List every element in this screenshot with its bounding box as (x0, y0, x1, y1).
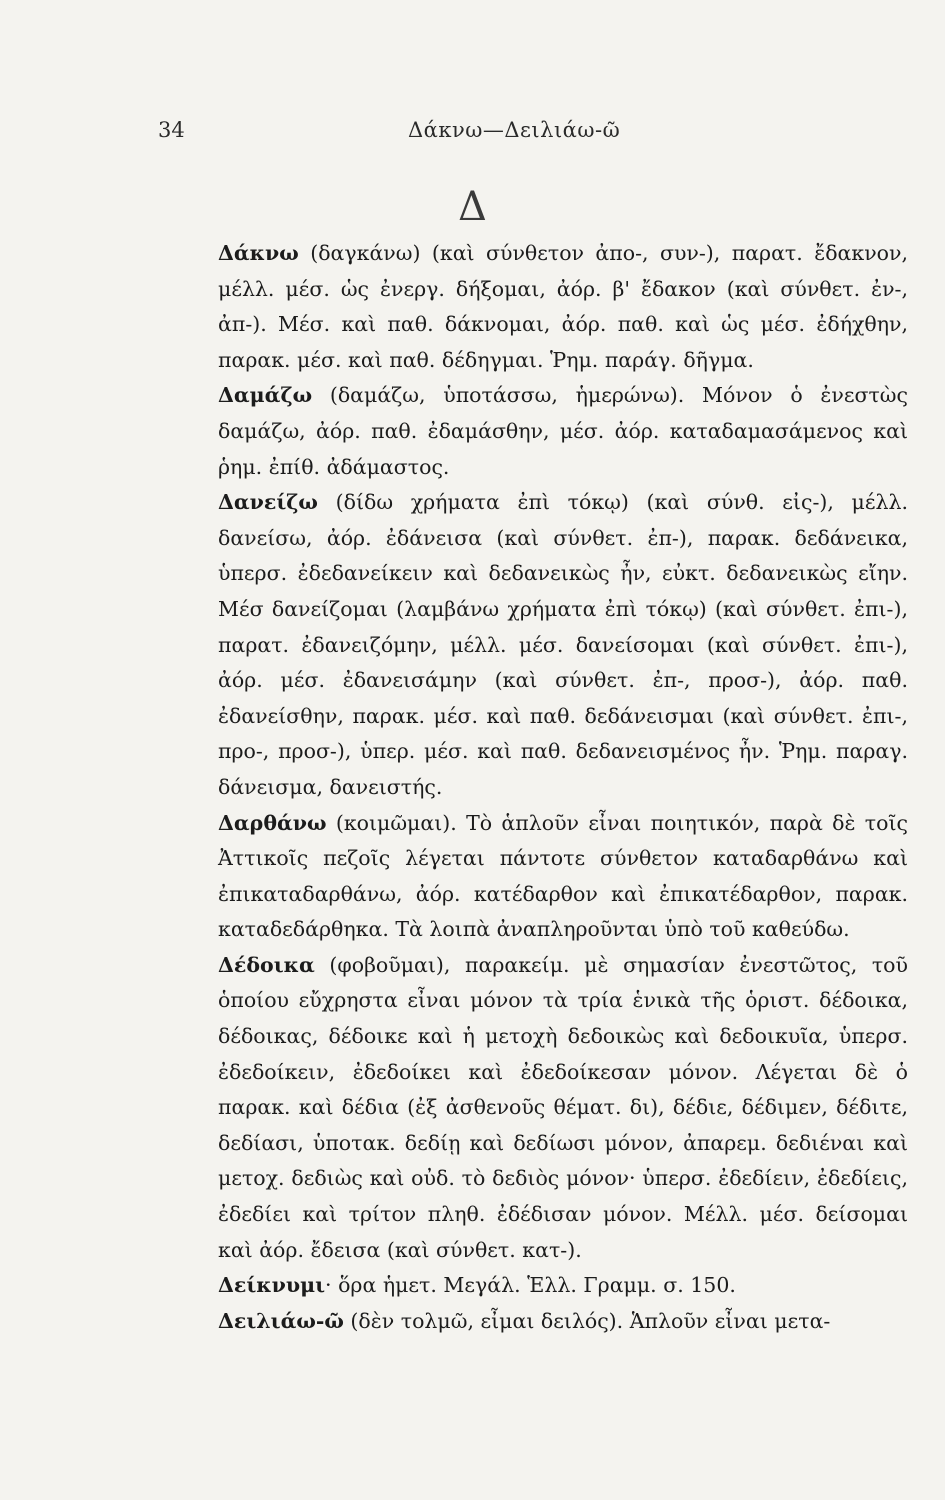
dictionary-entries (218, 236, 908, 1339)
entry-dedoika (218, 948, 908, 1268)
entry-deiknymi (218, 1268, 908, 1304)
headword: Δείκνυμι (218, 1273, 326, 1298)
entry-deiliao (218, 1304, 908, 1340)
entry-text: (δαμάζω, ὑποτάσσω, ἡμερώνω). Μόνον ὁ ἐνεστὼς δαμάζω, ἀόρ. παθ. ἐδαμάσθην, μέσ. ἀόρ. καταδαμασάμενος καὶ ῥημ. ἐπίθ. ἀδάμαστος. (218, 383, 908, 479)
entry-text: (κοιμῶμαι). Τὸ ἁπλοῦν εἶναι ποιητικόν, παρὰ δὲ τοῖς Ἀττικοῖς πεζοῖς λέγεται πάντοτε σύνθετον καταδαρθάνω καὶ ἐπικαταδαρθάνω, ἀόρ. κατέδαρθον καὶ ἐπικατέδαρθον, παρακ. καταδεδάρθηκα. Τὰ λοιπὰ ἀναπληροῦνται ὑπὸ τοῦ καθεύδω. (218, 810, 908, 942)
section-letter: Δ (458, 184, 487, 230)
headword: Δαμάζω (218, 383, 313, 408)
headword: Δειλιάω-ῶ (218, 1308, 344, 1333)
entry-daneizo (218, 485, 908, 805)
entry-text: (δαγκάνω) (καὶ σύνθετον ἀπο-, συν-), παρατ. ἔδακνον, μέλλ. μέσ. ὡς ἐνεργ. δήξομαι, ἀόρ. β' ἔδακον (καὶ σύνθετ. ἐν-, ἀπ-). Μέσ. καὶ παθ. δάκνομαι, ἀόρ. παθ. καὶ ὡς μέσ. ἐδήχθην, παρακ. μέσ. καὶ παθ. δέδηγμαι. Ῥημ. παράγ. δῆγμα. (218, 241, 908, 372)
page-header (158, 118, 818, 154)
page-number: 34 (158, 118, 185, 142)
headword: Δάκνω (218, 241, 299, 265)
entry-darthano (218, 806, 908, 948)
entry-text: (δὲν τολμῶ, εἶμαι δειλός). Ἁπλοῦν εἶναι μετα- (343, 1308, 831, 1333)
headword: Δαρθάνω (218, 810, 327, 835)
entry-text: (φοβοῦμαι), παρακείμ. μὲ σημασίαν ἐνεστῶτος, τοῦ ὁποίου εὔχρηστα εἶναι μόνον τὰ τρία ἑνικὰ τῆς ὁριστ. δέδοικα, δέδοικας, δέδοικε καὶ ἡ μετοχὴ δεδοικὼς καὶ δεδοικυῖα, ὑπερσ. ἐδεδοίκειν, ἐδεδοίκει καὶ ἐδεδοίκεσαν μόνον. Λέγεται δὲ ὁ παρακ. καὶ δέδια (ἐξ ἀσθενοῦς θέματ. δι), δέδιε, δέδιμεν, δέδιτε, δεδίασι, ὑποτακ. δεδίῃ καὶ δεδίωσι μόνον, ἀπαρεμ. δεδιέναι καὶ μετοχ. δεδιὼς καὶ οὐδ. τὸ δεδιὸς μόνον· ὑπερσ. ἐδεδίειν, ἐδεδίεις, ἐδεδίει καὶ τρίτον πληθ. ἐδέδισαν μόνον. Μέλλ. μέσ. δείσομαι καὶ ἀόρ. ἔδεισα (καὶ σύνθετ. κατ-). (218, 952, 908, 1262)
entry-dakno (218, 236, 908, 378)
entry-text: · ὅρα ἡμετ. Μεγάλ. Ἑλλ. Γραμμ. σ. 150. (325, 1273, 736, 1298)
headword: Δέδοικα (218, 952, 315, 977)
entry-damazo (218, 378, 908, 485)
running-head: Δάκνω—Δειλιάω-ῶ (408, 118, 621, 142)
headword: Δανείζω (218, 490, 318, 515)
entry-text: (δίδω χρήματα ἐπὶ τόκῳ) (καὶ σύνθ. εἰς-), μέλλ. δανείσω, ἀόρ. ἐδάνεισα (καὶ σύνθετ. ἐπ-), παρακ. δεδάνεικα, ὑπερσ. ἐδεδανείκειν καὶ δεδανεικὼς ἦν, εὐκτ. δεδανεικὼς εἴην. Μέσ δανείζομαι (λαμβάνω χρήματα ἐπὶ τόκῳ) (καὶ σύνθετ. ἐπι-), παρατ. ἐδανειζόμην, μέλλ. μέσ. δανείσομαι (καὶ σύνθετ. ἐπι-), ἀόρ. μέσ. ἐδανεισάμην (καὶ σύνθετ. ἐπ-, προσ-), ἀόρ. παθ. ἐδανείσθην, παρακ. μέσ. καὶ παθ. δεδάνεισμαι (καὶ σύνθετ. ἐπι-, προ-, προσ-), ὑπερ. μέσ. καὶ παθ. δεδανεισμένος ἦν. Ῥημ. παραγ. δάνεισμα, δανειστής. (218, 490, 908, 799)
